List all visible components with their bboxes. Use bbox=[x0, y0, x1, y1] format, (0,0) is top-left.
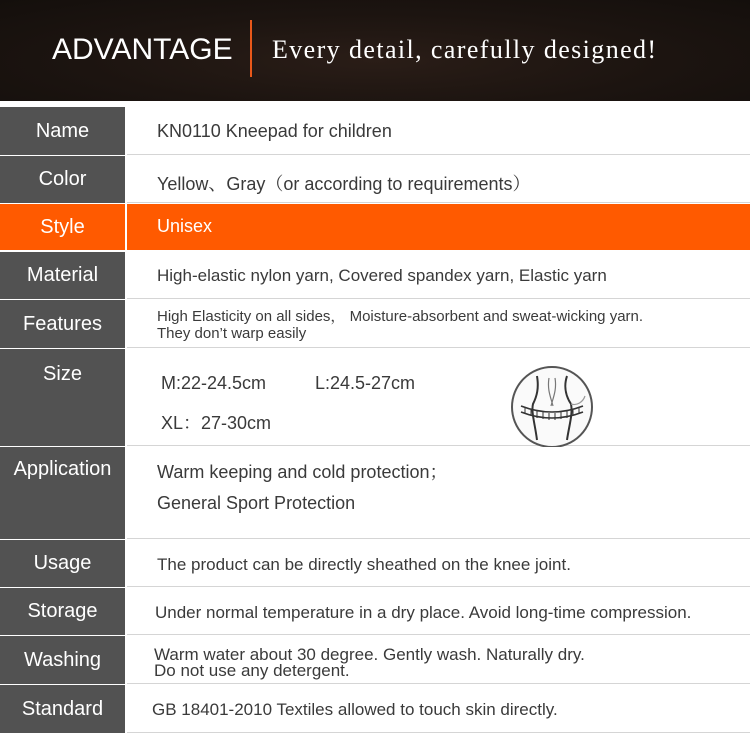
header-banner bbox=[0, 0, 750, 101]
spec-row-application bbox=[0, 447, 750, 539]
spec-label-application: Application bbox=[0, 447, 125, 539]
standard-text: GB 18401-2010 Textiles allowed to touch skin directly. bbox=[152, 700, 558, 719]
spec-row-usage bbox=[0, 540, 750, 587]
size-m: M:22-24.5cm bbox=[161, 373, 267, 393]
knee-measure-icon bbox=[511, 366, 593, 448]
spec-value-application bbox=[127, 447, 750, 539]
spec-row-style bbox=[0, 204, 750, 250]
spec-label-material: Material bbox=[0, 252, 125, 299]
spec-label-usage: Usage bbox=[0, 540, 125, 587]
washing-line-1: Warm water about 30 degree. Gently wash. Naturally dry. bbox=[154, 645, 585, 664]
size-l: L:24.5-27cm bbox=[315, 373, 416, 393]
spec-label-storage: Storage bbox=[0, 588, 125, 635]
spec-label-features: Features bbox=[0, 300, 125, 348]
spec-label-style: Style bbox=[0, 204, 125, 250]
spec-label-color: Color bbox=[0, 156, 125, 203]
material-text: High-elastic nylon yarn, Covered spandex yarn, Elastic yarn bbox=[157, 266, 607, 285]
spec-label-size: Size bbox=[0, 349, 125, 446]
spec-value-material bbox=[127, 252, 750, 299]
header-divider bbox=[250, 20, 252, 77]
spec-value-style bbox=[127, 204, 750, 250]
spec-label-washing: Washing bbox=[0, 636, 125, 684]
spec-value-usage bbox=[127, 540, 750, 587]
spec-row-name bbox=[0, 107, 750, 155]
size-xl: XL：27-30cm bbox=[161, 413, 272, 433]
spec-row-size bbox=[0, 349, 750, 446]
spec-row-color bbox=[0, 156, 750, 203]
application-line-1: Warm keeping and cold protection； bbox=[157, 462, 448, 482]
features-line-1: High Elasticity on all sides， Moisture-absorbent and sweat-wicking yarn. bbox=[157, 308, 644, 325]
spec-value-storage bbox=[127, 588, 750, 635]
spec-value-name bbox=[127, 107, 750, 155]
spec-row-storage bbox=[0, 588, 750, 635]
spec-value-washing bbox=[127, 636, 750, 684]
washing-line-2: Do not use any detergent. bbox=[154, 661, 350, 680]
spec-value-color bbox=[127, 156, 750, 203]
spec-value-standard bbox=[127, 685, 750, 733]
usage-text: The product can be directly sheathed on the knee joint. bbox=[157, 555, 571, 574]
features-line-2: They don’t warp easily bbox=[157, 325, 307, 342]
spec-row-material bbox=[0, 252, 750, 299]
spec-label-name: Name bbox=[0, 107, 125, 155]
spec-value-size bbox=[127, 349, 750, 446]
application-line-2: General Sport Protection bbox=[157, 493, 356, 513]
header-tagline: Every detail, carefully designed! bbox=[272, 35, 658, 64]
style-text: Unisex bbox=[157, 216, 213, 236]
spec-row-standard bbox=[0, 685, 750, 733]
spec-value-features bbox=[127, 300, 750, 348]
header-title: ADVANTAGE bbox=[52, 33, 233, 66]
spec-row-features bbox=[0, 300, 750, 348]
spec-label-standard: Standard bbox=[0, 685, 125, 733]
spec-row-washing bbox=[0, 636, 750, 684]
name-text: KN0110 Kneepad for children bbox=[157, 121, 392, 141]
color-text: Yellow、Gray（or according to requirements） bbox=[157, 174, 531, 194]
storage-text: Under normal temperature in a dry place. Avoid long-time compression. bbox=[155, 603, 692, 622]
